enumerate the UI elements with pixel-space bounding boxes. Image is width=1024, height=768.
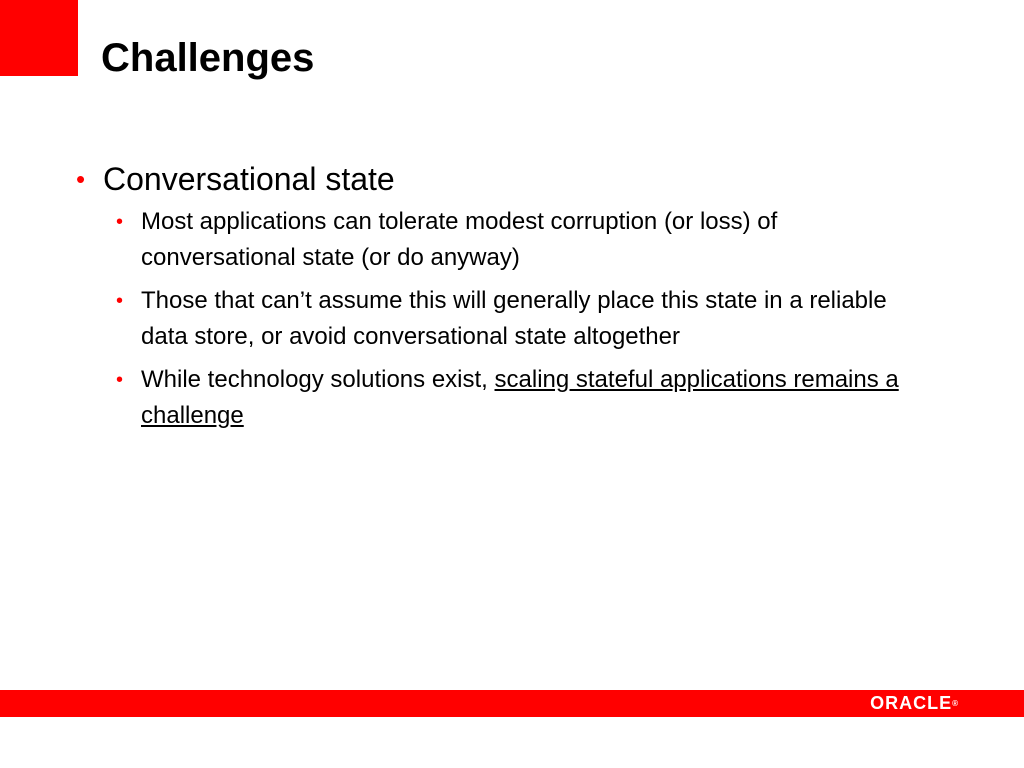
- slide-title: Challenges: [101, 36, 315, 80]
- bullet-text: Conversational state: [103, 161, 395, 197]
- slide-content: [76, 158, 936, 441]
- sub-bullet-item: [76, 362, 923, 434]
- registered-mark: ®: [952, 699, 958, 708]
- sub-bullet-item: [76, 283, 923, 355]
- bullet-conversational-state: [76, 158, 936, 200]
- sub-bullet-text: Those that can’t assume this will generally place this state in a reliable data store, or avoid conversational state altogether: [141, 287, 887, 350]
- underlined-emphasis-text: scaling stateful applications remains a challenge: [141, 366, 899, 429]
- bullet-dot-icon: •: [116, 211, 124, 233]
- sub-bullet-text: Most applications can tolerate modest corruption (or loss) of conversational state (or do anyway): [141, 208, 778, 271]
- sub-bullet-list: [76, 204, 936, 434]
- bullet-dot-icon: •: [76, 164, 86, 194]
- oracle-logo-text: ORACLE: [870, 693, 953, 713]
- corner-accent-block: [0, 0, 78, 76]
- bullet-dot-icon: •: [116, 290, 124, 312]
- footer-bar: [0, 690, 1024, 717]
- bullet-dot-icon: •: [116, 369, 124, 391]
- sub-bullet-text: While technology solutions exist,: [141, 366, 495, 393]
- sub-bullet-item: [76, 204, 923, 276]
- oracle-logo: [870, 694, 958, 713]
